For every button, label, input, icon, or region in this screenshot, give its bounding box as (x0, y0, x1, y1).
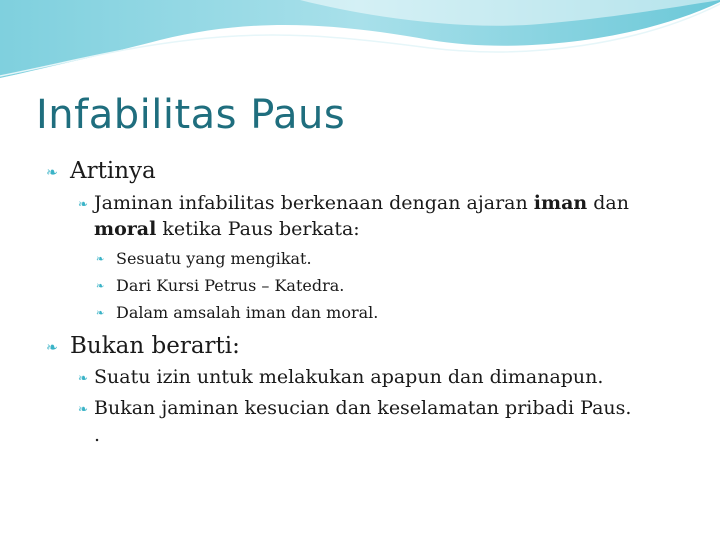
bullet-icon: ❧ (46, 340, 58, 356)
bullet-jaminan (78, 192, 629, 214)
bullet-artinya (46, 158, 156, 184)
bullet-bukan-berarti (46, 333, 240, 359)
artinya-text: Artinya (70, 158, 156, 184)
bukan-berarti-text: Bukan berarti: (70, 333, 240, 359)
bullet-icon: ❧ (78, 402, 89, 416)
bullet-icon: ❧ (96, 308, 105, 319)
bullet-icon: ❧ (96, 254, 105, 265)
sub-item: ❧ Dari Kursi Petrus – Katedra. (96, 276, 345, 295)
bullet-icon: ❧ (78, 197, 89, 211)
bullet-icon: ❧ (78, 371, 89, 385)
bukan-item: ❧ Suatu izin untuk melakukan apapun dan dimanapun. (78, 366, 604, 388)
trailing-dot: . (94, 424, 101, 446)
jaminan-line1: Jaminan infabilitas berkenaan dengan ajaran iman dan (94, 192, 629, 214)
slide-title: Infabilitas Paus (36, 92, 346, 138)
sub-item: ❧ Dalam amsalah iman dan moral. (96, 303, 379, 322)
sub-item: ❧ Sesuatu yang mengikat. (96, 249, 312, 268)
bukan-item: ❧ Bukan jaminan kesucian dan keselamatan pribadi Paus. (78, 397, 632, 419)
bullet-icon: ❧ (46, 165, 58, 181)
jaminan-line2: moral ketika Paus berkata: (94, 218, 360, 240)
bullet-icon: ❧ (96, 281, 105, 292)
